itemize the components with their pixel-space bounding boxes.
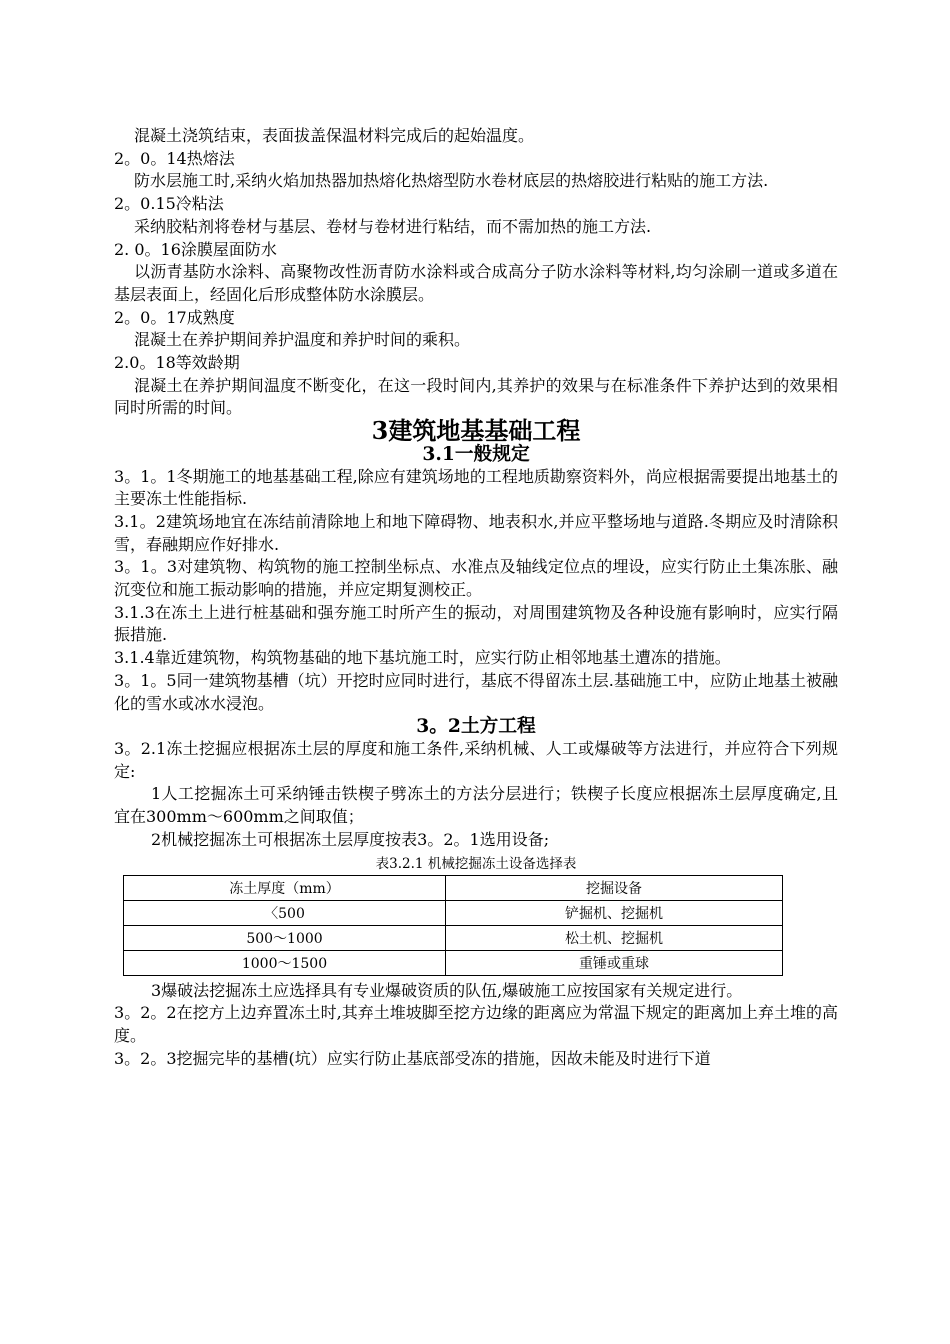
- paragraph: 混凝土在养护期间养护温度和养护时间的乘积。: [134, 330, 471, 350]
- paragraph: 3.1.3在冻土上进行桩基础和强夯施工时所产生的振动，对周围建筑物及各种设施有影响时，应实行隔振措施.: [114, 602, 838, 645]
- paragraph: 2。0。14热熔法: [114, 148, 235, 168]
- paragraph: 2.0。18等效龄期: [114, 353, 240, 373]
- paragraph: 2。0.15冷粘法: [114, 194, 224, 214]
- section-3-1-body: [114, 466, 838, 716]
- paragraph: 3。2。3挖掘完毕的基槽(坑）应实行防止基底部受冻的措施，因故未能及时进行下道: [114, 1048, 711, 1068]
- table-cell: 重锤或重球: [446, 950, 783, 975]
- paragraph: 3。1。5同一建筑物基槽（坑）开挖时应同时进行，基底不得留冻土层.基础施工中，应防止地基土被融化的雪水或冰水浸泡。: [114, 670, 838, 713]
- table-row: [124, 950, 783, 975]
- equipment-table-body: [124, 875, 783, 975]
- paragraph: 3。2。2在挖方上边弃置冻土时,其弃土堆坡脚至挖方边缘的距离应为常温下规定的距离加上弃土堆的高度。: [114, 1003, 838, 1045]
- chapter-heading: 3建筑地基基础工程: [371, 416, 581, 446]
- paragraph: 3.1。2建筑场地宜在冻结前清除地上和地下障碍物、地表积水,并应平整场地与道路.冬期应及时清除积雪，春融期应作好排水.: [114, 511, 838, 554]
- section-3-2-body-b: [114, 980, 838, 1071]
- paragraph: 2。0。17成熟度: [114, 307, 235, 327]
- paragraph: 1人工挖掘冻土可采纳锤击铁楔子劈冻土的方法分层进行；铁楔子长度应根据冻土层厚度确定,且宜在300mm～600mm之间取值；: [114, 784, 838, 827]
- table-cell: 500～1000: [124, 925, 446, 950]
- definitions-block: [114, 125, 838, 420]
- paragraph: 以沥青基防水涂料、高聚物改性沥青防水涂料或合成高分子防水涂料等材料,均匀涂刷一道或多道在基层表面上，经固化后形成整体防水涂膜层。: [114, 262, 838, 304]
- section-3-2-body-a: [114, 738, 838, 852]
- table-row: [124, 900, 783, 925]
- section-heading-3-2: 3。2土方工程: [416, 715, 536, 738]
- table-cell: 〈500: [124, 900, 446, 925]
- paragraph: 混凝土浇筑结束，表面拔盖保温材料完成后的起始温度。: [134, 126, 535, 145]
- document-body: [114, 125, 838, 1070]
- table-cell: 松土机、挖掘机: [446, 925, 783, 950]
- table-cell: 铲掘机、挖掘机: [446, 900, 783, 925]
- paragraph: 防水层施工时,采纳火焰加热器加热熔化热熔型防水卷材底层的热熔胶进行粘贴的施工方法.: [134, 171, 769, 191]
- table-row: [124, 925, 783, 950]
- equipment-table: [123, 875, 783, 976]
- table-header-cell: 冻土厚度（mm）: [124, 875, 446, 900]
- table-caption: 表3.2.1 机械挖掘冻土设备选择表: [375, 855, 577, 872]
- table-header-cell: 挖掘设备: [446, 875, 783, 900]
- paragraph: 3爆破法挖掘冻土应选择具有专业爆破资质的队伍,爆破施工应按国家有关规定进行。: [151, 980, 743, 1000]
- table-header-row: [124, 875, 783, 900]
- table-cell: 1000～1500: [124, 950, 446, 975]
- paragraph: 3。2.1冻土挖掘应根据冻土层的厚度和施工条件,采纳机械、人工或爆破等方法进行，并应符合下列规定:: [114, 738, 838, 781]
- section-heading-3-1: 3.1一般规定: [422, 442, 530, 465]
- paragraph: 2机械挖掘冻土可根据冻土层厚度按表3。2。1选用设备;: [151, 829, 550, 849]
- paragraph: 采纳胶粘剂将卷材与基层、卷材与卷材进行粘结，而不需加热的施工方法.: [134, 216, 652, 236]
- paragraph: 3。1。1冬期施工的地基基础工程,除应有建筑场地的工程地质勘察资料外，尚应根据需要提出地基土的主要冻土性能指标.: [114, 466, 838, 509]
- paragraph: 3。1。3对建筑物、构筑物的施工控制坐标点、水准点及轴线定位点的埋设，应实行防止土集冻胀、融沉变位和施工振动影响的措施，并应定期复测校正。: [114, 557, 838, 600]
- paragraph: 3.1.4靠近建筑物，构筑物基础的地下基坑施工时，应实行防止相邻地基土遭冻的措施。: [114, 648, 731, 668]
- paragraph: 混凝土在养护期间温度不断变化，在这一段时间内,其养护的效果与在标准条件下养护达到的效果相同时所需的时间。: [114, 375, 838, 418]
- paragraph: 2. 0。16涂膜屋面防水: [114, 239, 277, 259]
